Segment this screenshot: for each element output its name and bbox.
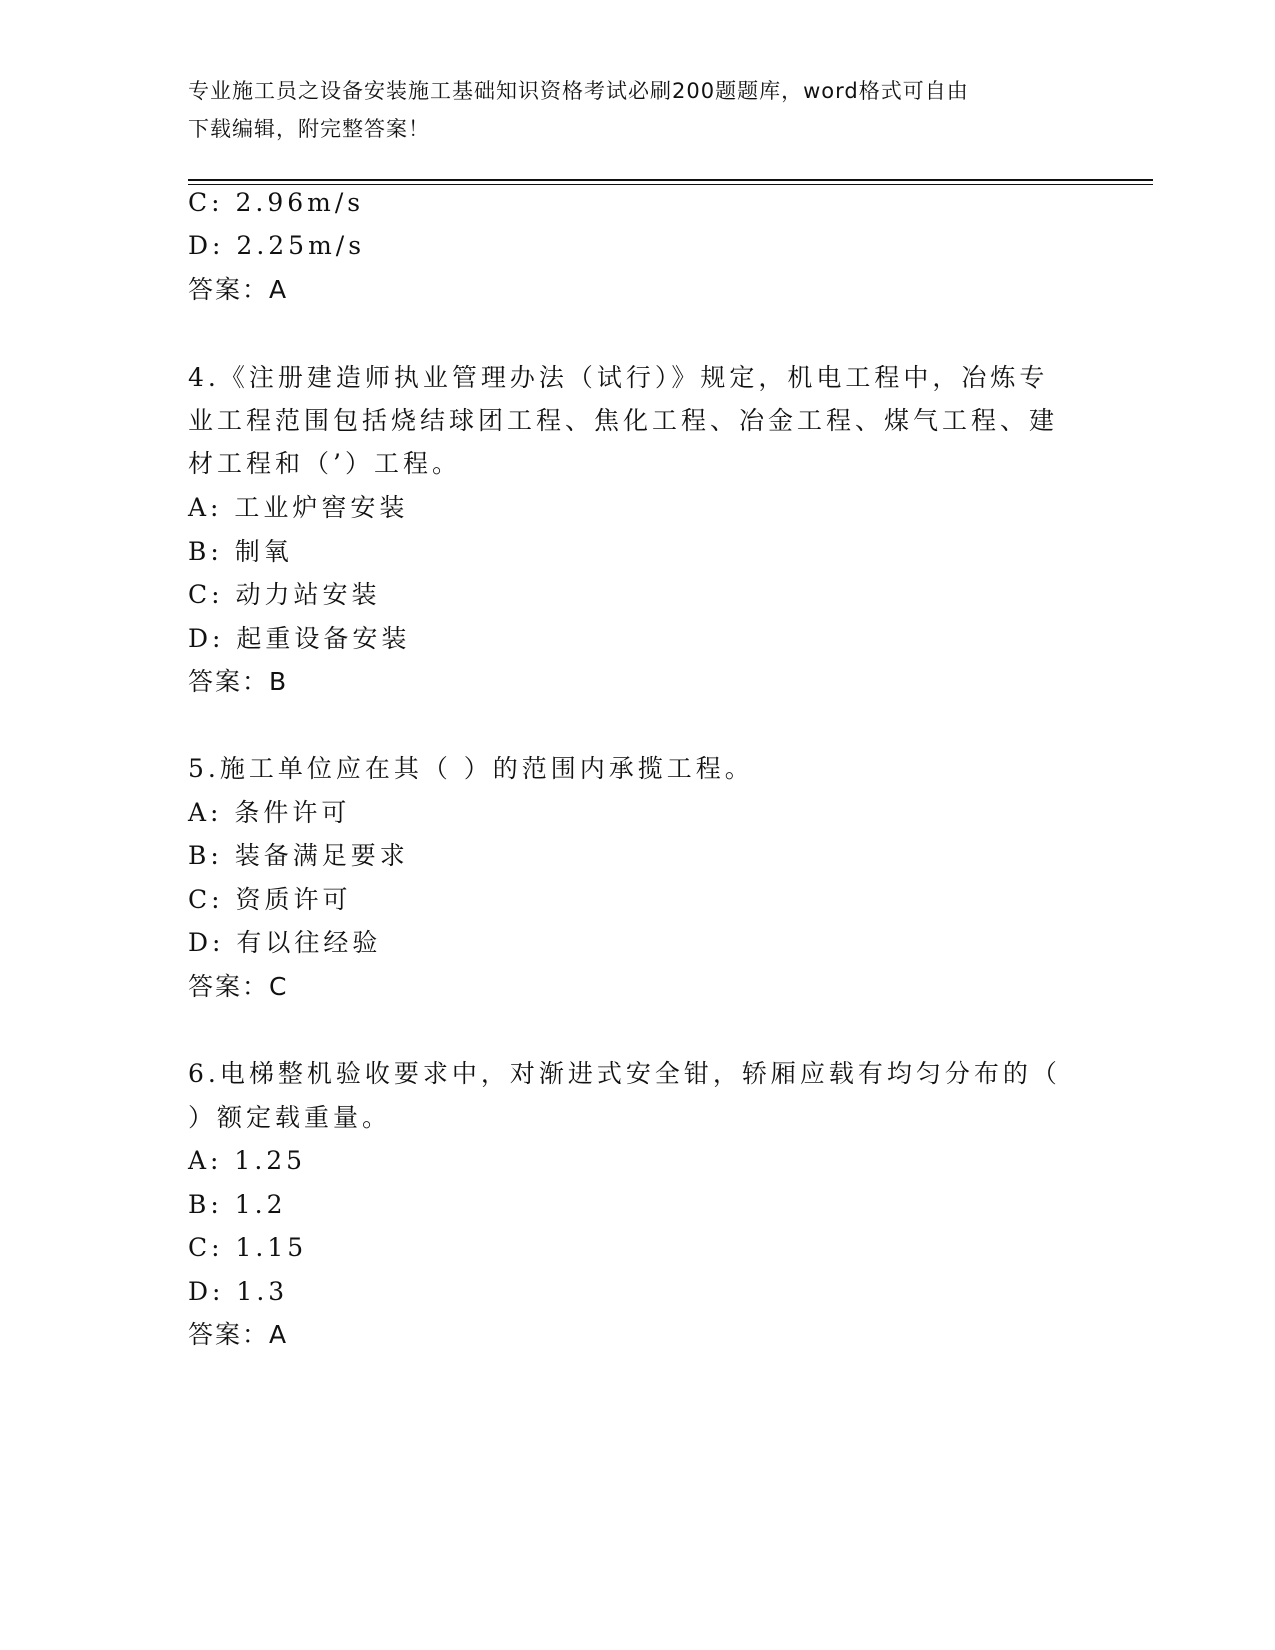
q6-stem-line-2: ）额定载重量。 bbox=[188, 1103, 392, 1132]
q5-stem-line-1: 5.施工单位应在其（ ）的范围内承揽工程。 bbox=[188, 754, 754, 783]
q5-answer: 答案：C bbox=[188, 972, 289, 1001]
q5-option-d: D: 有以往经验 bbox=[188, 928, 382, 957]
page-header bbox=[188, 72, 1068, 148]
header-divider-thick bbox=[188, 179, 1153, 181]
q4-stem-line-3: 材工程和（’）工程。 bbox=[188, 449, 461, 478]
header-divider-thin bbox=[188, 184, 1153, 185]
q6-option-a: A: 1.25 bbox=[188, 1146, 307, 1175]
q6-stem-line-1: 6.电梯整机验收要求中，对渐进式安全钳，轿厢应载有均匀分布的（ bbox=[188, 1059, 1061, 1088]
q4-option-c: C: 动力站安装 bbox=[188, 580, 381, 609]
q4-option-b: B: 制氧 bbox=[188, 537, 293, 566]
q6-option-b: B: 1.2 bbox=[188, 1190, 287, 1219]
q4-stem-line-2: 业工程范围包括烧结球团工程、焦化工程、冶金工程、煤气工程、建 bbox=[188, 406, 1059, 435]
q6-option-c: C: 1.15 bbox=[188, 1233, 308, 1262]
prev-question-answer: 答案：A bbox=[188, 275, 289, 304]
q5-option-c: C: 资质许可 bbox=[188, 885, 352, 914]
q6-option-d: D: 1.3 bbox=[188, 1277, 289, 1306]
q4-option-d: D: 起重设备安装 bbox=[188, 624, 411, 653]
q4-answer: 答案：B bbox=[188, 667, 289, 696]
q5-option-b: B: 装备满足要求 bbox=[188, 841, 409, 870]
prev-question-option-c: C: 2.96m/s bbox=[188, 188, 365, 217]
q6-answer: 答案：A bbox=[188, 1320, 289, 1349]
q4-option-a: A: 工业炉窖安装 bbox=[188, 493, 409, 522]
prev-question-option-d: D: 2.25m/s bbox=[188, 231, 366, 260]
header-title-line-1: 专业施工员之设备安装施工基础知识资格考试必刷200题题库，word格式可自由 bbox=[188, 79, 969, 103]
q4-stem-line-1: 4.《注册建造师执业管理办法（试行）》规定，机电工程中，冶炼专 bbox=[188, 363, 1049, 392]
header-title-line-2: 下载编辑，附完整答案！ bbox=[188, 117, 430, 141]
q5-option-a: A: 条件许可 bbox=[188, 798, 351, 827]
